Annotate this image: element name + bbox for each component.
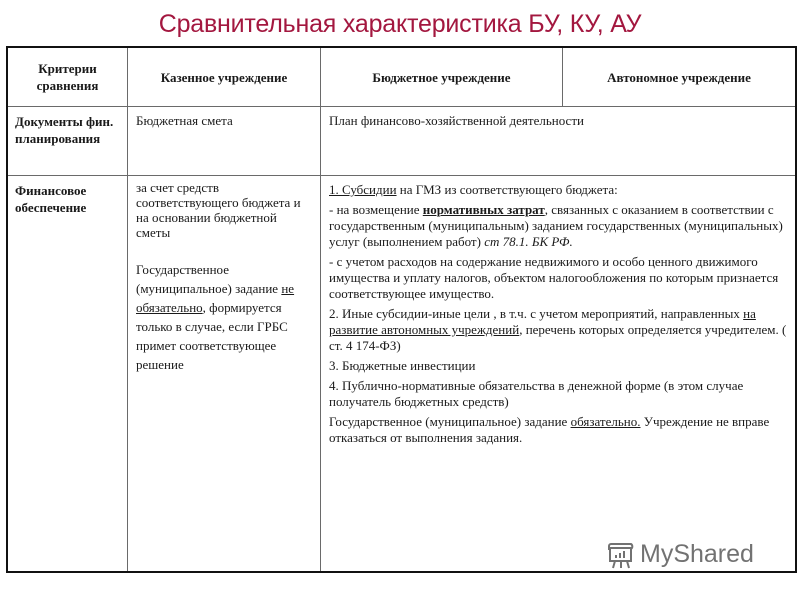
watermark xyxy=(606,538,754,570)
subsidy-item-1 xyxy=(329,182,787,198)
cell-documents-bu-au-text: План финансово-хозяйственной деятельности xyxy=(329,113,584,128)
header-kazennoe-text: Казенное учреждение xyxy=(160,69,288,85)
subsidy-item-1-heading: 1. Субсидии xyxy=(329,182,397,197)
kazennoe-assignment-text: Государственное (муниципальное) задание xyxy=(136,262,282,296)
slide-title: Сравнительная характеристика БУ, КУ, АУ xyxy=(158,10,642,38)
row-label-documents xyxy=(8,107,127,175)
row-label-documents-text: Документы фин. планирования xyxy=(15,114,114,146)
subsidy-item-1a-text: - на возмещение xyxy=(329,202,423,217)
kazennoe-assignment-underlined: не обязательно xyxy=(136,281,295,315)
kazennoe-assignment-note xyxy=(136,260,312,374)
subsidy-item-2-text: 2. Иные субсидии-иные цели , в т.ч. с учетом мероприятий, направленных xyxy=(329,306,744,321)
header-avtonomnoe xyxy=(563,48,795,106)
presentation-board-icon xyxy=(606,538,636,570)
subsidy-item-1a xyxy=(329,202,787,250)
assignment-note-text: Государственное (муниципальное) задание xyxy=(329,414,571,429)
comparison-table xyxy=(6,46,797,573)
assignment-mandatory-note xyxy=(329,414,787,446)
assignment-note-underlined: обязательно. xyxy=(570,414,641,429)
header-criteria xyxy=(8,48,127,106)
assignment-note-rest: Учреждение не вправе отказаться от выполнения задания. xyxy=(329,414,770,445)
row-label-financing-text: Финансовое обеспечение xyxy=(15,183,87,215)
subsidy-item-4: 4. Публично-нормативные обязательства в денежной форме (в этом случае получатель бюджетных средств) xyxy=(329,378,744,409)
subsidy-item-2-rest: , перечень которых определяется учредителем. ( ст. 4 174-ФЗ) xyxy=(329,322,787,353)
cell-documents-kazennoe xyxy=(128,107,320,175)
subsidy-item-2 xyxy=(329,306,787,354)
header-budgetnoe-text: Бюджетное учреждение xyxy=(372,69,511,85)
subsidy-item-1a-bold: нормативных затрат xyxy=(422,202,545,217)
kazennoe-assignment-rest: , формируется только в случае, если ГРБС примет соответствующее решение xyxy=(136,300,288,372)
row-label-financing xyxy=(8,176,127,571)
kazennoe-funding-source: за счет средств соответствующего бюджета и на основании бюджетной сметы xyxy=(136,180,301,240)
header-kazennoe xyxy=(128,48,320,106)
subsidy-item-1a-rest: , связанных с оказанием в соответствии с государственным (муниципальным) заданием государственных (муниципальных) услуг (выполнением работ) xyxy=(329,202,783,249)
cell-financing-bu-au xyxy=(321,176,795,571)
cell-documents-kazennoe-text: Бюджетная смета xyxy=(136,113,233,128)
watermark-text: MyShared xyxy=(640,539,754,568)
header-avtonomnoe-text: Автономное учреждение xyxy=(607,69,751,85)
subsidy-item-2-underlined: на развитие автономных учреждений xyxy=(329,306,756,337)
header-budgetnoe xyxy=(321,48,562,106)
cell-financing-kazennoe xyxy=(128,176,320,571)
header-criteria-text: Критерии сравнения xyxy=(36,61,99,93)
subsidy-item-1-rest: на ГМЗ из соответствующего бюджета: xyxy=(396,182,618,197)
cell-documents-bu-au xyxy=(321,107,795,175)
subsidy-item-1b: - с учетом расходов на содержание недвижимого и особо ценного движимого имущества и уплату налогов, объектом налогообложения по которым признается соответствующее имущество. xyxy=(329,254,779,301)
subsidy-item-1a-reference: ст 78.1. БК РФ. xyxy=(484,234,573,249)
subsidy-item-3: 3. Бюджетные инвестиции xyxy=(329,358,476,373)
